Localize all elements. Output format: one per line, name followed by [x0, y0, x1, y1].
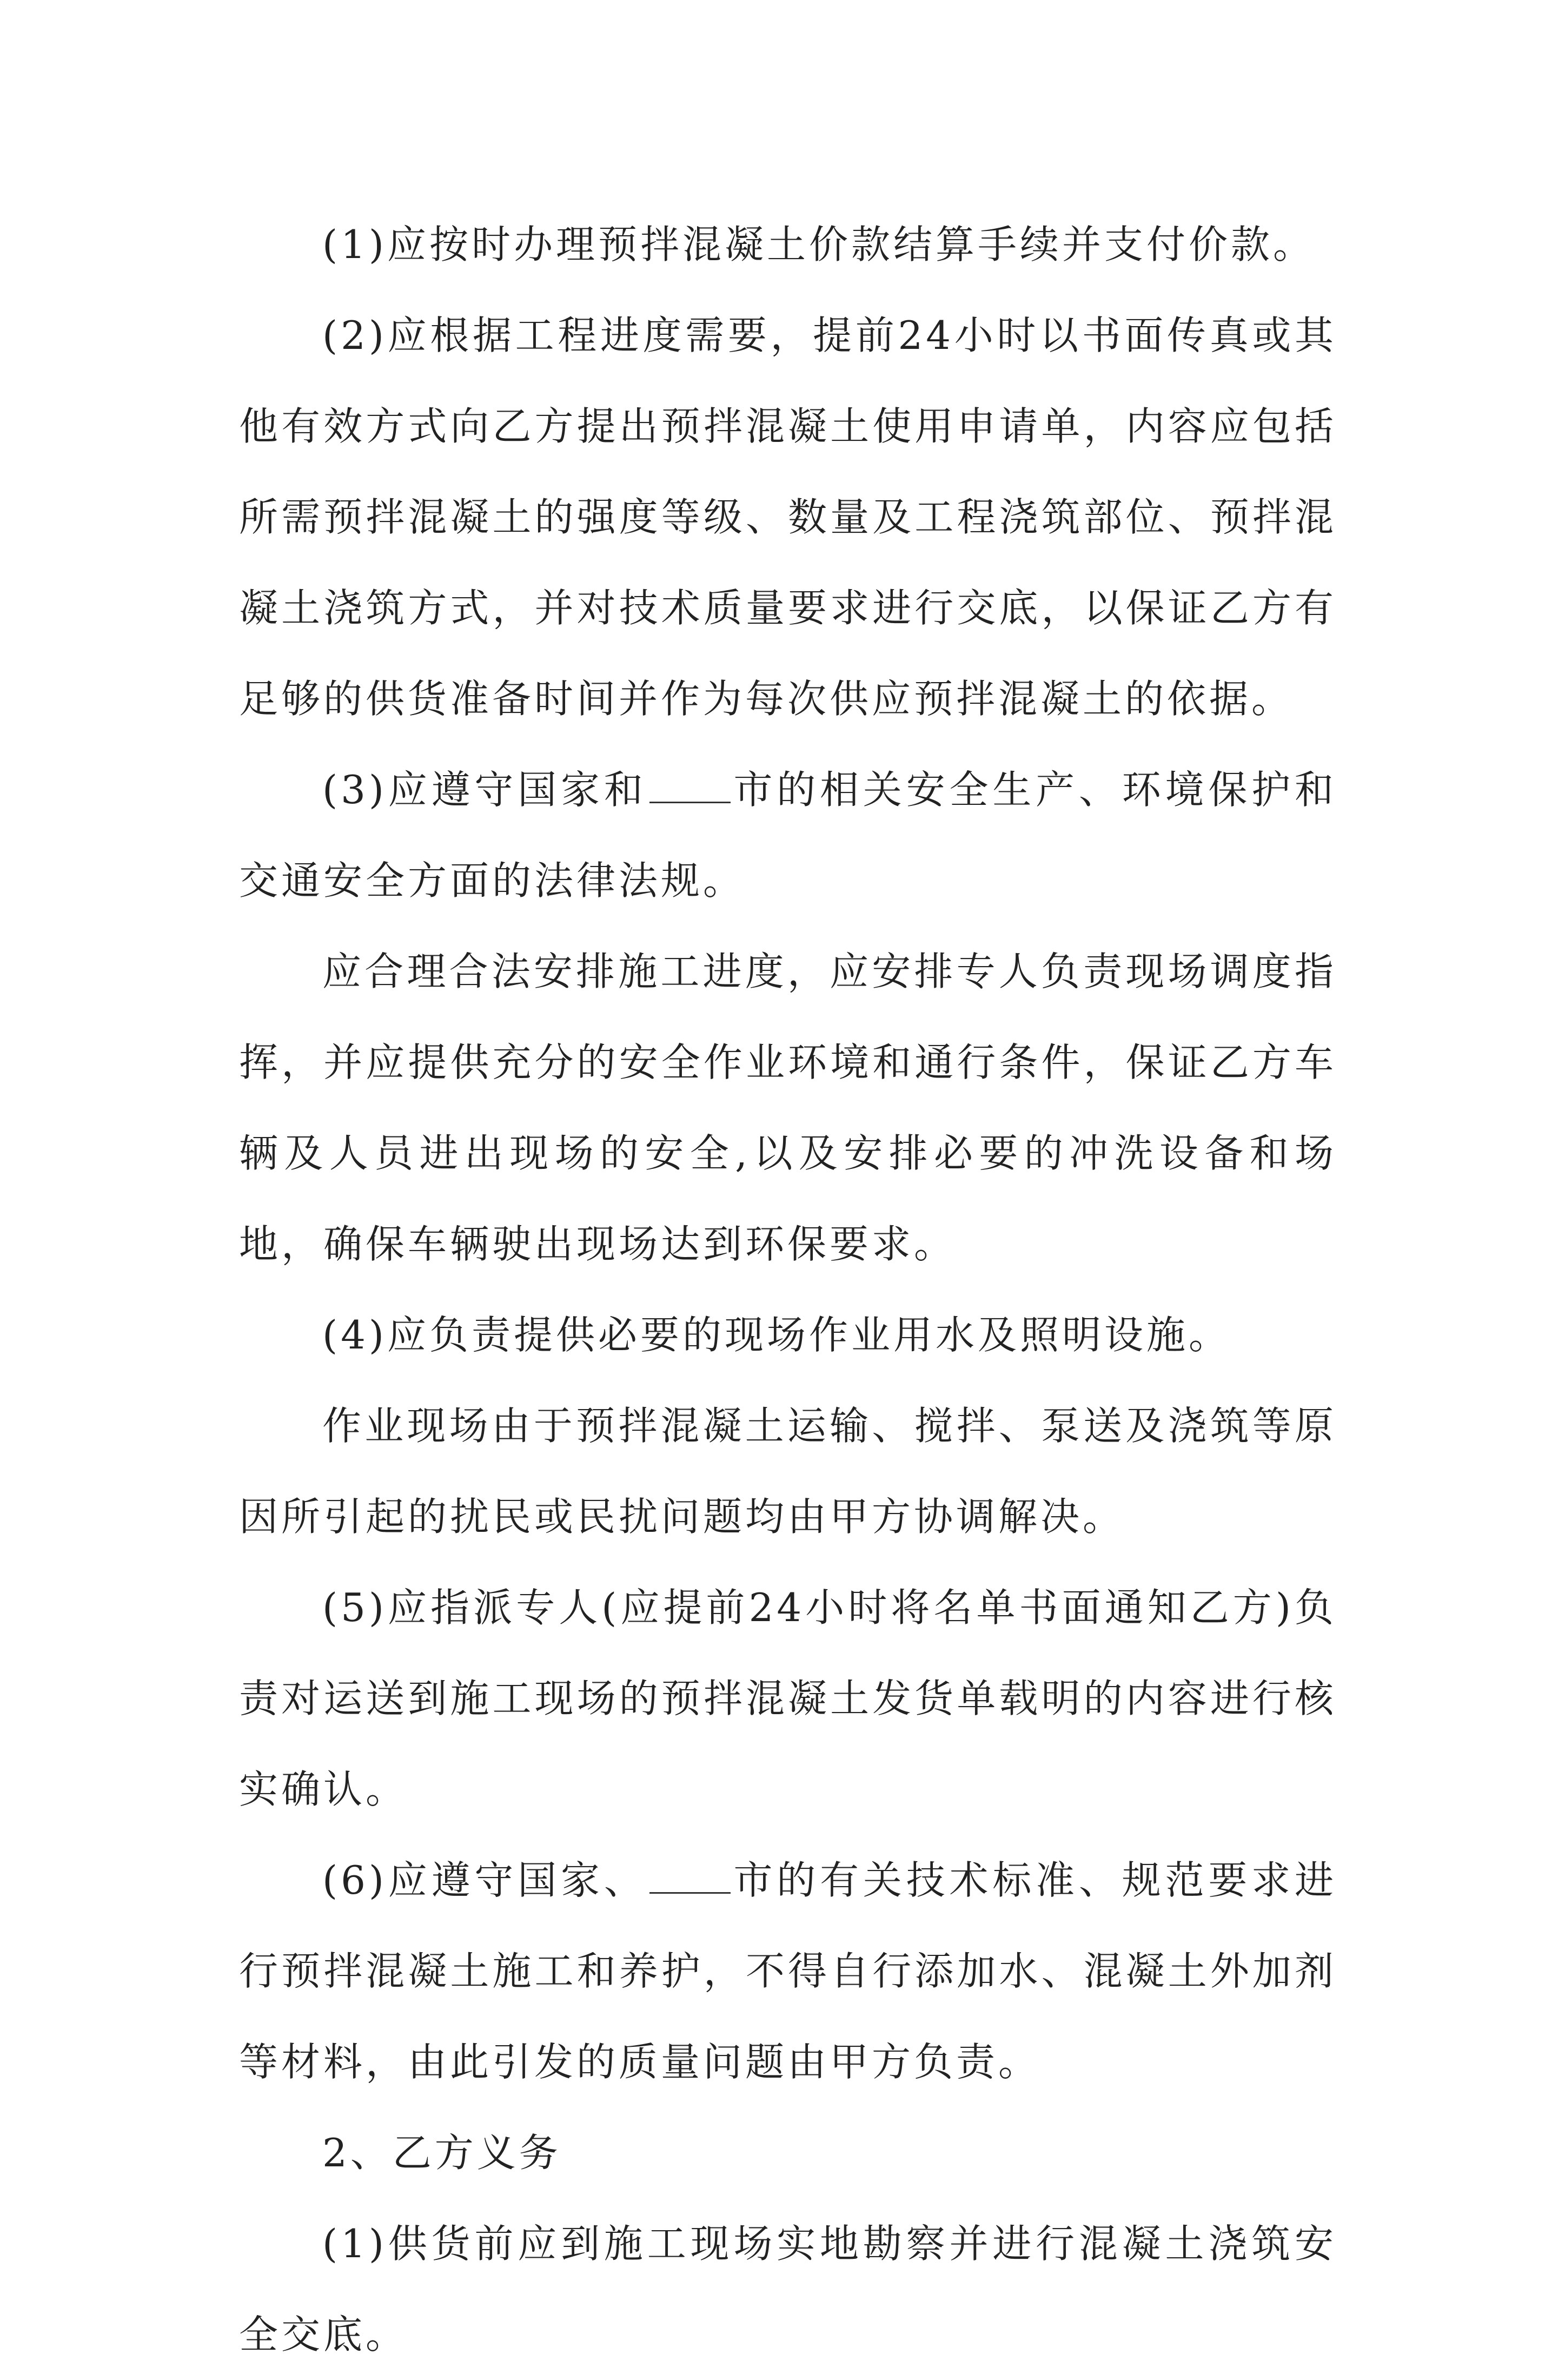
paragraph-7: (5)应指派专人(应提前24小时将名单书面通知乙方)负责对运送到施工现场的预拌混凝土发货单载明的内容进行核实确认。 — [239, 1585, 1337, 1812]
paragraph-8 — [239, 1835, 1337, 2107]
paragraph-10: (1)供货前应到施工现场实地勘察并进行混凝土浇筑安全交底。 — [239, 2221, 1337, 2357]
paragraph-2: (2)应根据工程进度需要，提前24小时以书面传真或其他有效方式向乙方提出预拌混凝土使用申请单，内容应包括所需预拌混凝土的强度等级、数量及工程浇筑部位、预拌混凝土浇筑方式，并对技术质量要求进行交底，以保证乙方有足够的供货准备时间并作为每次供应预拌混凝土的依据。 — [239, 313, 1337, 722]
paragraph-3 — [239, 744, 1337, 926]
paragraph-3-before: (3)应遵守国家和 — [322, 767, 647, 812]
document-body — [239, 199, 1337, 2380]
paragraph-8-after: 市的有关技术标准、规范要求进行预拌混凝土施工和养护，不得自行添加水、混凝土外加剂等材料，由此引发的质量问题由甲方负责。 — [239, 1857, 1337, 2085]
paragraph-3-after: 市的相关安全生产、环境保护和交通安全方面的法律法规。 — [239, 767, 1337, 903]
paragraph-8-before: (6)应遵守国家、 — [322, 1857, 647, 1903]
fill-in-blank — [649, 1860, 731, 1894]
section-heading: 2、乙方义务 — [322, 2130, 561, 2176]
paragraph-5: (4)应负责提供必要的现场作业用水及照明设施。 — [322, 1312, 1231, 1358]
paragraph-6: 作业现场由于预拌混凝土运输、搅拌、泵送及浇筑等原因所引起的扰民或民扰问题均由甲方协调解决。 — [239, 1403, 1337, 1539]
paragraph-1: (1)应按时办理预拌混凝土价款结算手续并支付价款。 — [322, 222, 1315, 267]
fill-in-blank — [649, 769, 731, 803]
paragraph-4: 应合理合法安排施工进度，应安排专人负责现场调度指挥，并应提供充分的安全作业环境和通行条件，保证乙方车辆及人员进出现场的安全,以及安排必要的冲洗设备和场地，确保车辆驶出现场达到环保要求。 — [239, 949, 1337, 1267]
